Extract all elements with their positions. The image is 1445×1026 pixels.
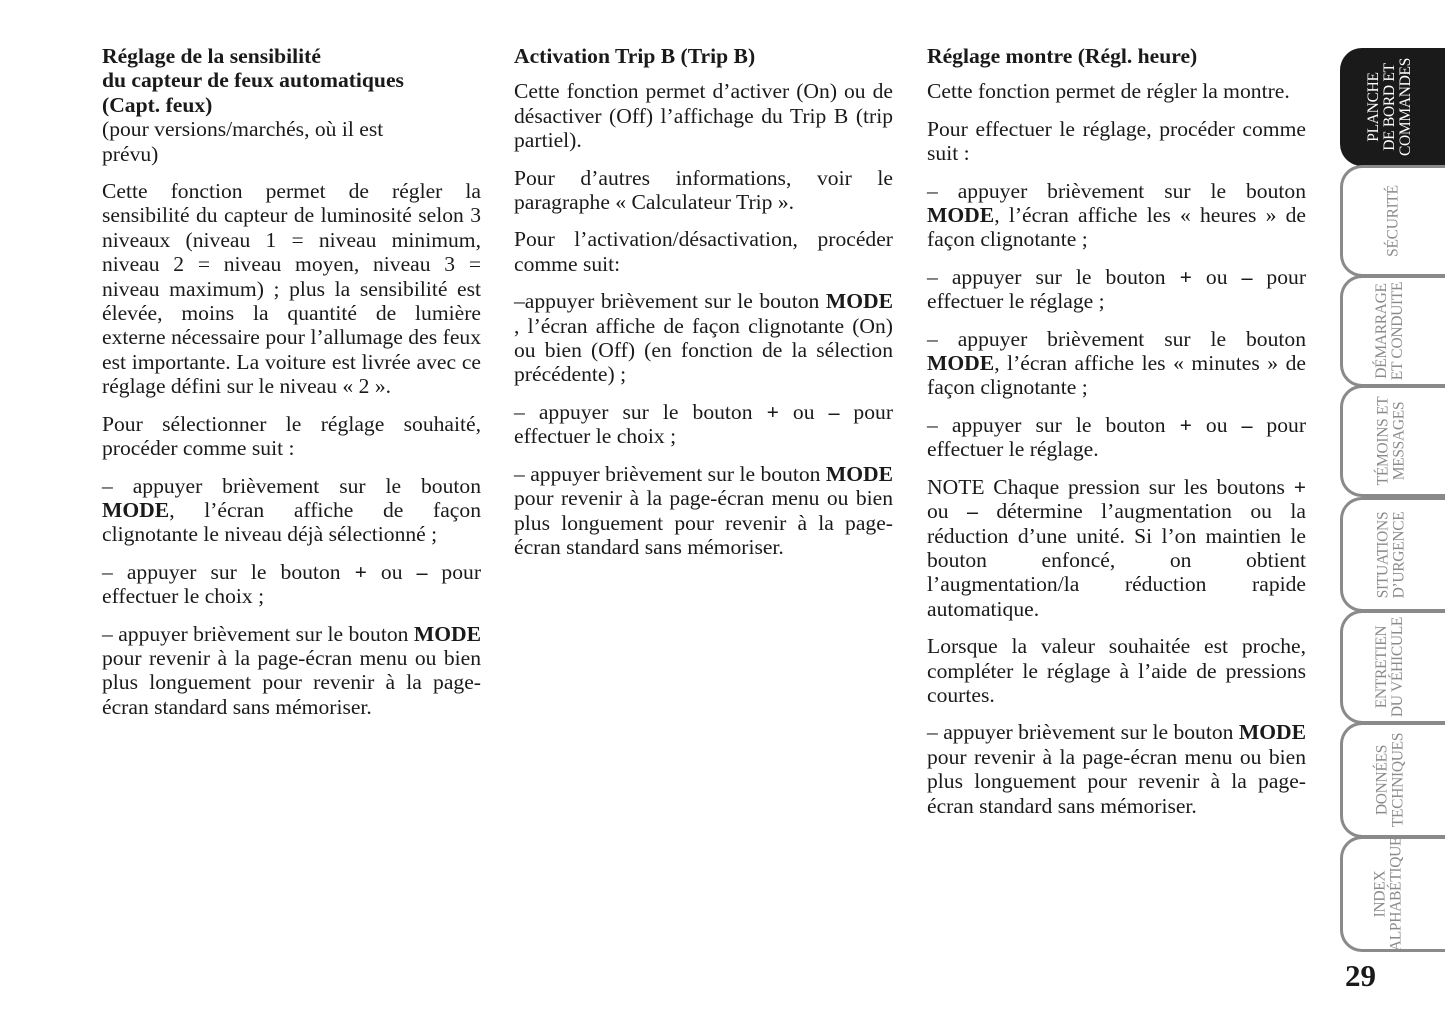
- chapter-tab-label: [1366, 58, 1414, 156]
- paragraph: [514, 400, 893, 449]
- section-heading: [102, 44, 481, 117]
- button-name: +: [1179, 264, 1192, 289]
- paragraph: [927, 720, 1306, 818]
- paragraph: [927, 475, 1306, 621]
- text-run: Cette fonction permet de régler la sensibilité du capteur de luminosité selon 3 niveaux (niveau 1 = niveau minimum, niveau 2 = niveau moyen, niveau 3 = niveau maximum) ; plus la sensibilité est élevée, moins la quantité de lumière externe nécessaire pour l’allumage des feux est importante. La voiture est livrée avec ce réglage défini sur le niveau « 2 ».: [102, 179, 481, 399]
- chapter-tab-label-line: ET CONDUITE: [1388, 281, 1406, 381]
- paragraph: [514, 462, 893, 560]
- button-name: –: [416, 559, 428, 584]
- chapter-tab-label-line: DE BORD ET: [1380, 63, 1398, 151]
- section-subheading: (pour versions/marchés, où il est prévu): [102, 117, 384, 166]
- chapter-tab-label: [1372, 837, 1404, 951]
- section-heading: [514, 44, 893, 68]
- chapter-tab-label-line: ALPHABÉTIQUE: [1386, 836, 1404, 952]
- text-run: – appuyer sur le bouton: [927, 412, 1180, 437]
- button-name: –: [828, 399, 840, 424]
- paragraph: [102, 622, 481, 720]
- chapter-tab[interactable]: [1340, 275, 1445, 387]
- text-run: – appuyer brièvement sur le bouton: [927, 326, 1306, 351]
- paragraph: [927, 179, 1306, 252]
- chapter-tab-label-line: DONNÉES: [1373, 744, 1391, 816]
- button-name: MODE: [825, 289, 893, 314]
- paragraph: [514, 166, 893, 215]
- chapter-tab-label-line: ENTRETIEN: [1372, 625, 1390, 709]
- chapter-tab[interactable]: [1340, 48, 1445, 166]
- section-heading-line: Réglage montre (Régl. heure): [927, 44, 1198, 68]
- text-run: ou: [927, 499, 968, 524]
- chapter-tab-label: [1374, 733, 1406, 827]
- section-heading-line: (Capt. feux): [102, 92, 213, 117]
- text-run: pour revenir à la page-écran menu ou bien plus longuement pour revenir à la page-écran standard sans mémoriser.: [514, 486, 893, 559]
- button-name: +: [1293, 474, 1306, 499]
- column-clock-setting: [927, 44, 1306, 831]
- text-run: Pour l’activation/désactivation, procéder comme suit:: [514, 227, 893, 276]
- paragraph: [927, 413, 1306, 462]
- text-run: ou: [778, 399, 829, 424]
- column-light-sensor: [102, 44, 481, 732]
- section-heading: [927, 44, 1306, 68]
- chapter-tab[interactable]: [1340, 610, 1445, 724]
- text-run: Pour d’autres informations, voir le paragraphe « Calculateur Trip ».: [514, 165, 893, 215]
- paragraph: [514, 79, 893, 152]
- chapter-tab-label-line: TÉMOINS ET: [1373, 396, 1391, 486]
- button-name: +: [354, 559, 367, 584]
- text-run: ou: [1191, 264, 1242, 289]
- chapter-tab-label-line: SITUATIONS: [1374, 511, 1392, 598]
- text-run: pour effectuer le réglage ;: [927, 264, 1307, 314]
- text-run: –appuyer brièvement sur le bouton: [514, 289, 826, 314]
- button-name: MODE: [825, 461, 894, 486]
- text-run: , l’écran affiche les « minutes » de façon clignotante ;: [927, 351, 1306, 400]
- text-run: NOTE Chaque pression sur les boutons: [927, 474, 1294, 499]
- button-name: MODE: [413, 621, 482, 646]
- chapter-tab[interactable]: [1340, 836, 1445, 952]
- paragraph: [927, 117, 1306, 166]
- chapter-tab[interactable]: [1340, 165, 1445, 277]
- paragraph: [514, 227, 893, 276]
- text-run: – appuyer sur le bouton: [514, 399, 767, 424]
- chapter-tab[interactable]: [1340, 722, 1445, 838]
- text-run: pour effectuer le réglage.: [927, 412, 1307, 462]
- column-trip-b: [514, 44, 893, 572]
- paragraph: [514, 289, 893, 387]
- paragraph: [927, 327, 1306, 400]
- button-name: –: [967, 499, 978, 524]
- chapter-tab-label: [1375, 397, 1407, 486]
- text-run: Lorsque la valeur souhaitée est proche, compléter le réglage à l’aide de pressions courtes.: [927, 634, 1306, 707]
- text-run: Pour effectuer le réglage, procéder comme suit :: [927, 116, 1306, 166]
- text-run: pour revenir à la page-écran menu ou bien plus longuement pour revenir à la page-écran standard sans mémoriser.: [927, 744, 1306, 818]
- text-run: – appuyer sur le bouton: [102, 559, 355, 584]
- button-name: +: [1179, 412, 1192, 437]
- paragraph: [102, 560, 481, 609]
- text-run: pour revenir à la page-écran menu ou bien plus longuement pour revenir à la page-écran standard sans mémoriser.: [102, 645, 481, 719]
- text-run: Pour sélectionner le réglage souhaité, procéder comme suit :: [102, 411, 481, 461]
- chapter-tab-label: [1373, 617, 1405, 717]
- text-run: Cette fonction permet d’activer (On) ou de désactiver (Off) l’affichage du Trip B (trip partiel).: [514, 79, 893, 153]
- text-run: pour effectuer le choix ;: [514, 399, 894, 449]
- chapter-tab-label: [1374, 282, 1406, 380]
- button-name: MODE: [1238, 720, 1307, 745]
- text-run: , l’écran affiche de façon clignotante (On) ou bien (Off) (en fonction de la sélection précédente) ;: [514, 313, 893, 387]
- text-run: – appuyer brièvement sur le bouton: [102, 621, 414, 646]
- section-heading-line: Activation Trip B (Trip B): [514, 44, 756, 68]
- paragraph: [102, 179, 481, 399]
- paragraph: [927, 79, 1306, 103]
- paragraph: [927, 265, 1306, 314]
- chapter-tab-label-line: COMMANDES: [1396, 57, 1414, 157]
- text-run: pour effectuer le choix ;: [102, 559, 482, 609]
- text-run: – appuyer brièvement sur le bouton: [514, 461, 826, 486]
- page-number: 29: [1345, 958, 1376, 993]
- chapter-tab-label-line: D’URGENCE: [1390, 511, 1408, 598]
- chapter-tab-label-line: INDEX: [1370, 870, 1388, 918]
- button-name: MODE: [102, 497, 170, 522]
- text-run: – appuyer sur le bouton: [927, 264, 1180, 289]
- text-run: , l’écran affiche les « heures » de façon clignotante ;: [927, 203, 1306, 252]
- text-run: , l’écran affiche de façon clignotante le niveau déjà sélectionné ;: [102, 497, 481, 547]
- chapter-tab-label-line: TECHNIQUES: [1389, 732, 1407, 828]
- section-heading-line: du capteur de feux automatiques: [102, 68, 404, 93]
- section-heading-line: Réglage de la sensibilité: [102, 44, 321, 68]
- text-run: – appuyer brièvement sur le bouton: [927, 720, 1239, 745]
- chapter-tab[interactable]: [1340, 385, 1445, 497]
- chapter-tab-label: [1375, 511, 1407, 598]
- paragraph: [102, 474, 481, 547]
- button-name: +: [766, 399, 779, 424]
- chapter-tab-label-line: SÉCURITÉ: [1383, 185, 1401, 257]
- paragraph: [102, 412, 481, 461]
- text-run: ou: [1191, 412, 1242, 437]
- chapter-tab-label-line: DÉMARRAGE: [1372, 283, 1390, 379]
- text-run: Cette fonction permet de régler la montre.: [927, 79, 1290, 104]
- button-name: –: [1241, 264, 1253, 289]
- text-run: – appuyer brièvement sur le bouton: [927, 178, 1306, 203]
- chapter-tab-label: [1385, 185, 1401, 257]
- button-name: MODE: [927, 203, 995, 228]
- chapter-tab-label-line: DU VÉHICULE: [1388, 616, 1406, 718]
- button-name: MODE: [927, 351, 995, 376]
- text-run: détermine l’augmentation ou la réduction d’une unité. Si l’on maintien le bouton enfoncé, on obtient l’augmentation/la réduction rapide automatique.: [927, 499, 1307, 621]
- text-run: – appuyer brièvement sur le bouton: [102, 473, 481, 498]
- chapter-tab[interactable]: [1340, 497, 1445, 612]
- text-run: ou: [366, 559, 417, 584]
- chapter-tab-label-line: PLANCHE: [1364, 72, 1382, 142]
- paragraph: [927, 634, 1306, 707]
- chapter-tab-label-line: MESSAGES: [1389, 401, 1407, 481]
- button-name: –: [1241, 412, 1253, 437]
